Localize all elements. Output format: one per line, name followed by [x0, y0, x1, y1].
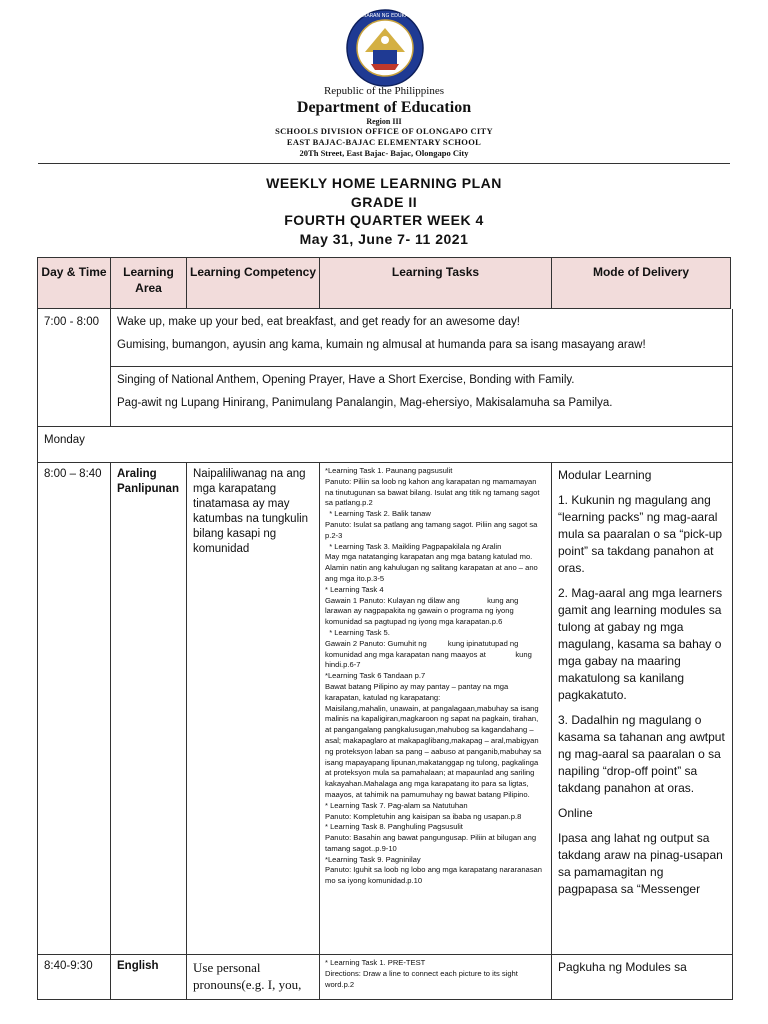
deped-seal-logo	[345, 8, 425, 88]
routine-morning	[111, 309, 733, 367]
delivery-line: Ipasa ang lahat ng output sa takdang araw na pinag-usapan sa pamamagitan ng pagpapasa sa “Messenger	[558, 831, 723, 896]
plan-title: WEEKLY HOME LEARNING PLAN	[266, 175, 502, 191]
delivery-line: 3. Dadalhin ng magulang o kasama sa tahanan ang awtput ng mag-aaral sa paaralan o sa napiling “drop-off point” sa takdang panahon at oras.	[558, 713, 725, 795]
region-line: Region III	[366, 117, 402, 126]
delivery-line: Online	[558, 806, 593, 820]
routine-activities	[111, 367, 733, 427]
header-competency: Learning Competency	[187, 257, 320, 309]
routine-line2-fil: Pag-awit ng Lupang Hinirang, Panimulang Panalangin, Mag-ehersiyo, Makisalamuha sa Pamilya.	[117, 397, 613, 409]
republic-line: Republic of the Philippines	[323, 85, 445, 97]
task-line: Panuto: Basahin ang bawat pangungusap. Piliin at bilugan ang tamang sagot..p.9-10	[325, 833, 539, 853]
row1-learning-area: Araling Panlipunan	[111, 463, 187, 955]
school-address: 20Th Street, East Bajac- Bajac, Olongapo City	[299, 148, 469, 158]
task-line: Panuto: Piliin sa loob ng kahon ang karapatan ng mamamayan na tinutugunan sa bawat bilang. Isulat ang titik ng tamang sagot sa patlang.p.2	[325, 476, 542, 508]
row2-mode-of-delivery: Pagkuha ng Modules sa	[552, 955, 733, 1000]
date-title: May 31, June 7- 11 2021	[299, 231, 469, 247]
row1-time: 8:00 – 8:40	[37, 463, 111, 955]
task-line: Panuto: Isulat sa patlang ang tamang sagot. Piliin ang sagot sa p.2-3	[325, 519, 567, 540]
division-line: SCHOOLS DIVISION OFFICE OF OLONGAPO CITY	[275, 126, 493, 136]
routine-line1-en: Wake up, make up your bed, eat breakfast, and get ready for an awesome day!	[117, 316, 520, 328]
task-line: Maisilang,mahalin, unawain, at pangalagaan,mabuhay sa isang malinis na kapaligiran,magkaroon ng sapat na pagkain, tirahan, at pangangalang pangkalusugan,mahubog sa kagandahang – asal; makapaglaro at makapaglibang,makapag – aral,mabigyan ng proteksyon laban sa pang – aabuso at panganib,mabuhay sa isang mapayapang lipunan,makatanggap ng tulong, pagkalinga at proteksyon mula sa pamahalaan; at mapaunlad ang sariling kakayahan.Mahalaga ang mga karapatang ito para sa ligtas, maayos, at tahimik na pamumuhay ng bawat batang Pilipino.	[325, 703, 544, 799]
day-label-monday: Monday	[37, 427, 733, 463]
row2-time: 8:40-9:30	[37, 955, 111, 1000]
task-line: Directions: Draw a line to connect each picture to its sight word.p.2	[325, 968, 521, 989]
task-line: * Learning Task 8. Panghuling Pagsusulit	[325, 822, 463, 832]
task-line: * Learning Task 1. PRE-TEST	[325, 958, 426, 967]
header-learning-area: Learning Area	[111, 257, 187, 309]
header-divider	[38, 163, 730, 164]
task-line: * Learning Task 7. Pag-alam sa Natutuhan	[325, 800, 468, 810]
row1-learning-tasks	[320, 463, 567, 955]
row2-learning-tasks	[320, 955, 552, 1000]
department-name: Department of Education	[296, 99, 472, 116]
task-line: Bawat batang Pilipino ay may pantay – pantay na mga karapatan, katulad ng karapatang:	[325, 681, 511, 702]
task-line: Gawain 2 Panuto: Gumuhit ng kung ipinatutupad ng komunidad ang mga karapatan nang maayos at kung hindi.p.6-7	[325, 638, 534, 670]
task-line: Gawain 1 Panuto: Kulayan ng dilaw ang kung ang larawan ay nagpapakita ng gawain o programa ng iyong komunidad sa pagtupad ng iyong mga karapatan.p.6	[325, 595, 521, 627]
row2-competency: Use personal pronouns(e.g. I, you,	[187, 955, 320, 1000]
delivery-line: 2. Mag-aaral ang mga learners gamit ang learning modules sa tulong at gabay ng mga magulang, kasama sa bahay o mga gabay na maaring makatulong sa kanilang pagkakatuto.	[558, 586, 723, 702]
grade-title: GRADE II	[350, 194, 418, 210]
quarter-title: FOURTH QUARTER WEEK 4	[284, 212, 484, 228]
task-line: *Learning Task 1. Paunang pagsusulit	[325, 466, 453, 475]
routine-line2-en: Singing of National Anthem, Opening Prayer, Have a Short Exercise, Bonding with Family.	[117, 374, 575, 386]
svg-text:KAGAWARAN NG EDUKASYON: KAGAWARAN NG EDUKASYON	[348, 13, 422, 19]
task-line: *Learning Task 9. Pagninilay	[325, 854, 421, 864]
task-line: * Learning Task 4	[325, 584, 384, 594]
task-line: * Learning Task 3. Maikling Pagpapakilala ng Aralin	[325, 541, 502, 551]
header-learning-tasks: Learning Tasks	[320, 257, 552, 309]
header-mode-of-delivery: Mode of Delivery	[552, 257, 731, 309]
header-day-time: Day & Time	[37, 257, 111, 309]
task-line: * Learning Task 2. Balik tanaw	[325, 509, 431, 519]
task-line: May mga natatanging karapatan ang mga batang katulad mo. Alamin natin ang kahulugan ng salitang karapatan at ano – ano ang mga ito.p.3-5	[325, 552, 540, 583]
routine-time: 7:00 - 8:00	[37, 309, 111, 427]
row1-competency: Naipaliliwanag na ang mga karapatang tinatamasa ay may katumbas na tungkulin bilang kasapi ng komunidad	[187, 463, 320, 955]
task-line: *Learning Task 6 Tandaan p.7	[325, 671, 426, 681]
row1-mode-of-delivery	[552, 463, 733, 955]
school-name: EAST BAJAC-BAJAC ELEMENTARY SCHOOL	[286, 137, 482, 147]
delivery-line: Modular Learning	[558, 468, 652, 482]
task-line: Panuto: Kompletuhin ang kaisipan sa ibaba ng usapan.p.8	[325, 811, 522, 821]
routine-line1-fil: Gumising, bumangon, ayusin ang kama, kumain ng almusal at humanda para sa isang masayang araw!	[117, 339, 646, 351]
task-line: Panuto: Iguhit sa loob ng lobo ang mga karapatang nararanasan mo sa iyong komunidad.p.10	[325, 865, 545, 886]
row2-learning-area: English	[111, 955, 187, 1000]
task-line: * Learning Task 5.	[325, 627, 390, 637]
delivery-line: 1. Kukunin ng magulang ang “learning packs” ng mag-aaral mula sa paaralan o sa “pick-up point” sa takdang panahon at oras.	[558, 493, 723, 575]
